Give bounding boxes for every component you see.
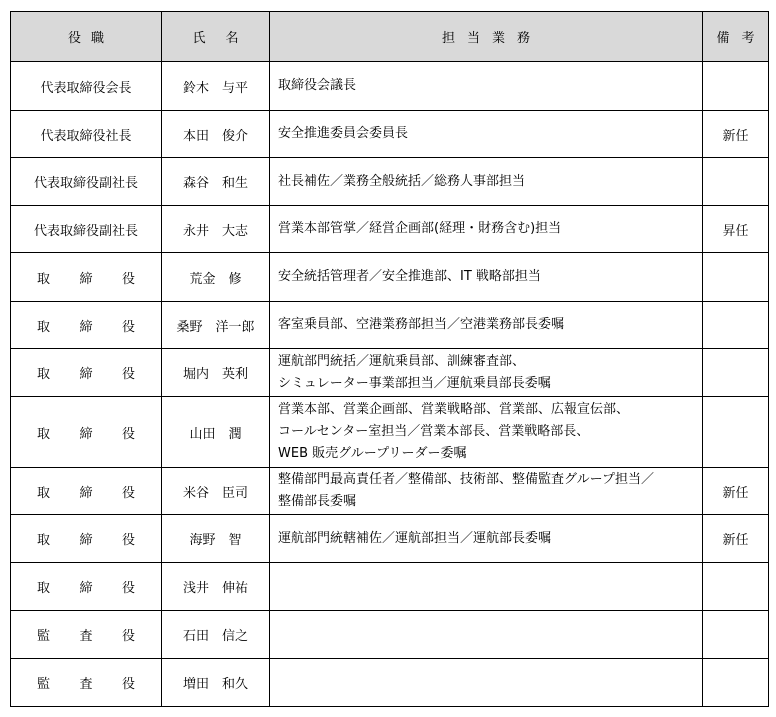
officer-duty (270, 158, 703, 206)
duty-line: シミュレーター事業部担当／運航乗員部長委嘱 (278, 375, 551, 391)
table-row (11, 206, 769, 253)
officer-title: 取締役 (11, 302, 162, 349)
officer-duty (270, 111, 703, 158)
officer-note (703, 563, 769, 611)
officer-duty (270, 515, 703, 563)
officer-title: 取締役 (11, 397, 162, 468)
officer-duty (270, 563, 703, 611)
officer-title: 代表取締役副社長 (11, 206, 162, 253)
duty-line: 運航部門統括／運航乗員部、訓練審査部、 (278, 353, 526, 369)
duty-line: 整備部長委嘱 (278, 494, 357, 509)
table-row (11, 397, 769, 468)
officer-title: 取締役 (11, 563, 162, 611)
officer-note (703, 302, 769, 349)
officers-table (10, 11, 769, 707)
duty-line: 安全統括管理者／安全推進部、IT 戦略部担当 (278, 269, 541, 284)
officer-title: 監査役 (11, 659, 162, 707)
table-row (11, 253, 769, 302)
duty-line: 取締役会議長 (278, 78, 357, 93)
duty-line: 社長補佐／業務全般統括／総務人事部担当 (278, 173, 526, 189)
table-row (11, 468, 769, 515)
officer-duty (270, 206, 703, 253)
duty-line: 営業本部管掌／経営企画部(経理・財務含む)担当 (278, 221, 562, 236)
officer-title: 代表取締役会長 (11, 62, 162, 111)
table-row (11, 158, 769, 206)
officer-name: 本田 俊介 (162, 111, 270, 158)
officer-duty (270, 62, 703, 111)
officer-note: 新任 (703, 515, 769, 563)
officer-name: 鈴木 与平 (162, 62, 270, 111)
officer-name: 増田 和久 (162, 659, 270, 707)
officer-note: 昇任 (703, 206, 769, 253)
header-row (11, 12, 769, 62)
table-row (11, 111, 769, 158)
officer-name: 浅井 伸祐 (162, 563, 270, 611)
table-row (11, 62, 769, 111)
officer-note: 新任 (703, 111, 769, 158)
officer-duty (270, 468, 703, 515)
header-duty: 担当業務 (270, 12, 703, 62)
duty-line: 安全推進委員会委員長 (278, 126, 409, 141)
header-title: 役職 (11, 12, 162, 62)
duty-line: 営業本部、営業企画部、営業戦略部、営業部、広報宣伝部、 (278, 402, 630, 417)
officer-title: 代表取締役副社長 (11, 158, 162, 206)
table-row (11, 563, 769, 611)
duty-line: 整備部門最高責任者／整備部、技術部、整備監査グループ担当／ (278, 472, 654, 487)
header-note: 備考 (703, 12, 769, 62)
officer-note (703, 659, 769, 707)
duty-line: 運航部門統轄補佐／運航部担当／運航部長委嘱 (278, 530, 552, 546)
officer-note (703, 349, 769, 397)
officer-name: 桑野 洋一郎 (162, 302, 270, 349)
table-row (11, 349, 769, 397)
officer-title: 監査役 (11, 611, 162, 659)
officer-name: 石田 信之 (162, 611, 270, 659)
officer-title: 取締役 (11, 253, 162, 302)
duty-line: WEB 販売グループリーダー委嘱 (278, 446, 467, 461)
officer-title: 取締役 (11, 349, 162, 397)
table-body (11, 62, 769, 707)
officer-duty (270, 397, 703, 468)
officer-name: 山田 潤 (162, 397, 270, 468)
table-row (11, 611, 769, 659)
officer-note (703, 611, 769, 659)
officer-name: 堀内 英利 (162, 349, 270, 397)
officer-title: 代表取締役社長 (11, 111, 162, 158)
officer-name: 海野 智 (162, 515, 270, 563)
officer-duty (270, 659, 703, 707)
officer-duty (270, 253, 703, 302)
officer-name: 米谷 臣司 (162, 468, 270, 515)
table-row (11, 302, 769, 349)
table-row (11, 515, 769, 563)
officer-duty (270, 302, 703, 349)
officer-note (703, 158, 769, 206)
table-row (11, 659, 769, 707)
officer-name: 荒金 修 (162, 253, 270, 302)
officer-name: 永井 大志 (162, 206, 270, 253)
header-name: 氏名 (162, 12, 270, 62)
officer-title: 取締役 (11, 468, 162, 515)
officer-duty (270, 611, 703, 659)
duty-line: コールセンター室担当／営業本部長、営業戦略部長、 (278, 424, 590, 439)
officer-note (703, 62, 769, 111)
duty-line: 客室乗員部、空港業務部担当／空港業務部長委嘱 (278, 317, 565, 332)
officer-name: 森谷 和生 (162, 158, 270, 206)
officer-note: 新任 (703, 468, 769, 515)
officer-note (703, 253, 769, 302)
officer-title: 取締役 (11, 515, 162, 563)
officer-note (703, 397, 769, 468)
officer-duty (270, 349, 703, 397)
